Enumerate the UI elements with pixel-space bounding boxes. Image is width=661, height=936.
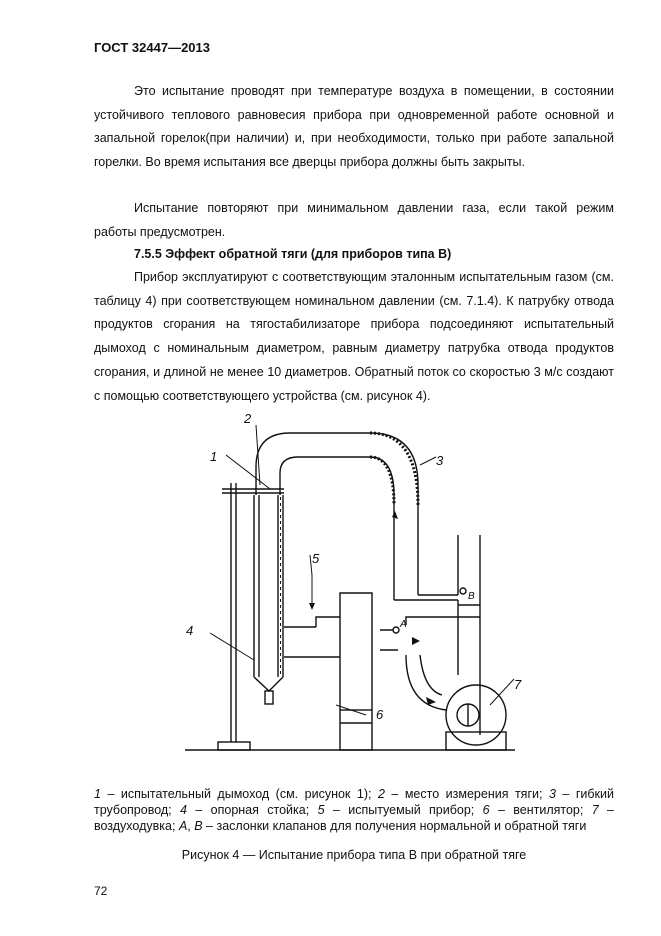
label-1: 1 (210, 449, 218, 464)
figure-legend (94, 786, 614, 834)
label-damper-b: B (468, 591, 475, 602)
legend-num-4: 4 (180, 803, 187, 817)
legend-text-1: – испытательный дымоход (см. рисунок 1); (100, 787, 378, 801)
text-block-2 (94, 197, 614, 244)
flue-pipe-bend (256, 433, 370, 495)
legend-text-5: – испытуемый прибор; (324, 803, 483, 817)
legend-text-4: – опорная стойка; (186, 803, 318, 817)
test-appliance (284, 593, 372, 750)
legend-text-a: , (187, 819, 195, 833)
legend-text-b: – заслонки клапанов для получения нормальной и обратной тяги (202, 819, 587, 833)
document-header: ГОСТ 32447—2013 (94, 40, 210, 55)
label-6: 6 (376, 707, 384, 722)
legend-num-1: 1 (94, 787, 101, 801)
legend-text-3: – гибкий трубопровод; (94, 787, 614, 817)
page-number: 72 (94, 884, 108, 898)
fan-blower (380, 617, 506, 750)
paragraph-1: Это испытание проводят при температуре воздуха в помещении, в состоянии устойчивого теплового равновесия прибора при одновременной работе основной и запальной горелок(при наличии) и, при необходимости, только при работе запальной горелки. Во время испытания все дверцы прибора должны быть закрыты. (94, 84, 614, 170)
label-7: 7 (514, 677, 522, 692)
legend-num-b: B (194, 819, 203, 833)
legend-num-a: A (178, 819, 188, 833)
blower-housing (446, 685, 506, 745)
legend-num-2: 2 (377, 787, 385, 801)
label-5: 5 (312, 551, 320, 566)
text-block-1 (94, 80, 614, 175)
text-block-4 (94, 266, 614, 408)
support-stand-base (218, 742, 250, 750)
damper-b (460, 588, 466, 594)
label-3: 3 (436, 453, 444, 468)
figure-4-diagram (180, 405, 520, 763)
label-2: 2 (244, 411, 252, 426)
text-block-3 (94, 243, 614, 267)
legend-text-2: – место измерения тяги; (384, 787, 549, 801)
label-4: 4 (186, 623, 194, 638)
legend-num-5: 5 (317, 803, 325, 817)
paragraph-2: Испытание повторяют при минимальном давлении газа, если такой режим работы предусмотрен. (94, 201, 614, 239)
paragraph-3: Прибор эксплуатируют с соответствующим эталонным испытательным газом (см. таблицу 4) при соответствующем номинальном давлении (см. 7.1.4). К патрубку отвода продуктов сгорания на тягостабилизаторе прибора подсоединяют испытательный дымоход с номинальным диаметром, равным диаметру патрубка отвода продуктов сгорания, и длиной не менее 10 диаметров. Обратный поток со скоростью 3 м/с создают с помощью соответствующего устройства (см. рисунок 4). (94, 270, 614, 403)
damper-a (393, 627, 399, 633)
legend-num-3: 3 (548, 787, 556, 801)
figure-caption: Рисунок 4 — Испытание прибора типа В при обратной тяге (181, 848, 527, 862)
section-heading: 7.5.5 Эффект обратной тяги (для приборов типа В) (134, 247, 452, 261)
label-damper-a: A (400, 619, 407, 630)
test-flue (254, 495, 283, 704)
legend-num-6: 6 (482, 803, 490, 817)
legend-num-7: 7 (591, 803, 599, 817)
legend-text-6: – вентилятор; (489, 803, 592, 817)
legend-text-7: – воздуходувка; (94, 803, 614, 833)
